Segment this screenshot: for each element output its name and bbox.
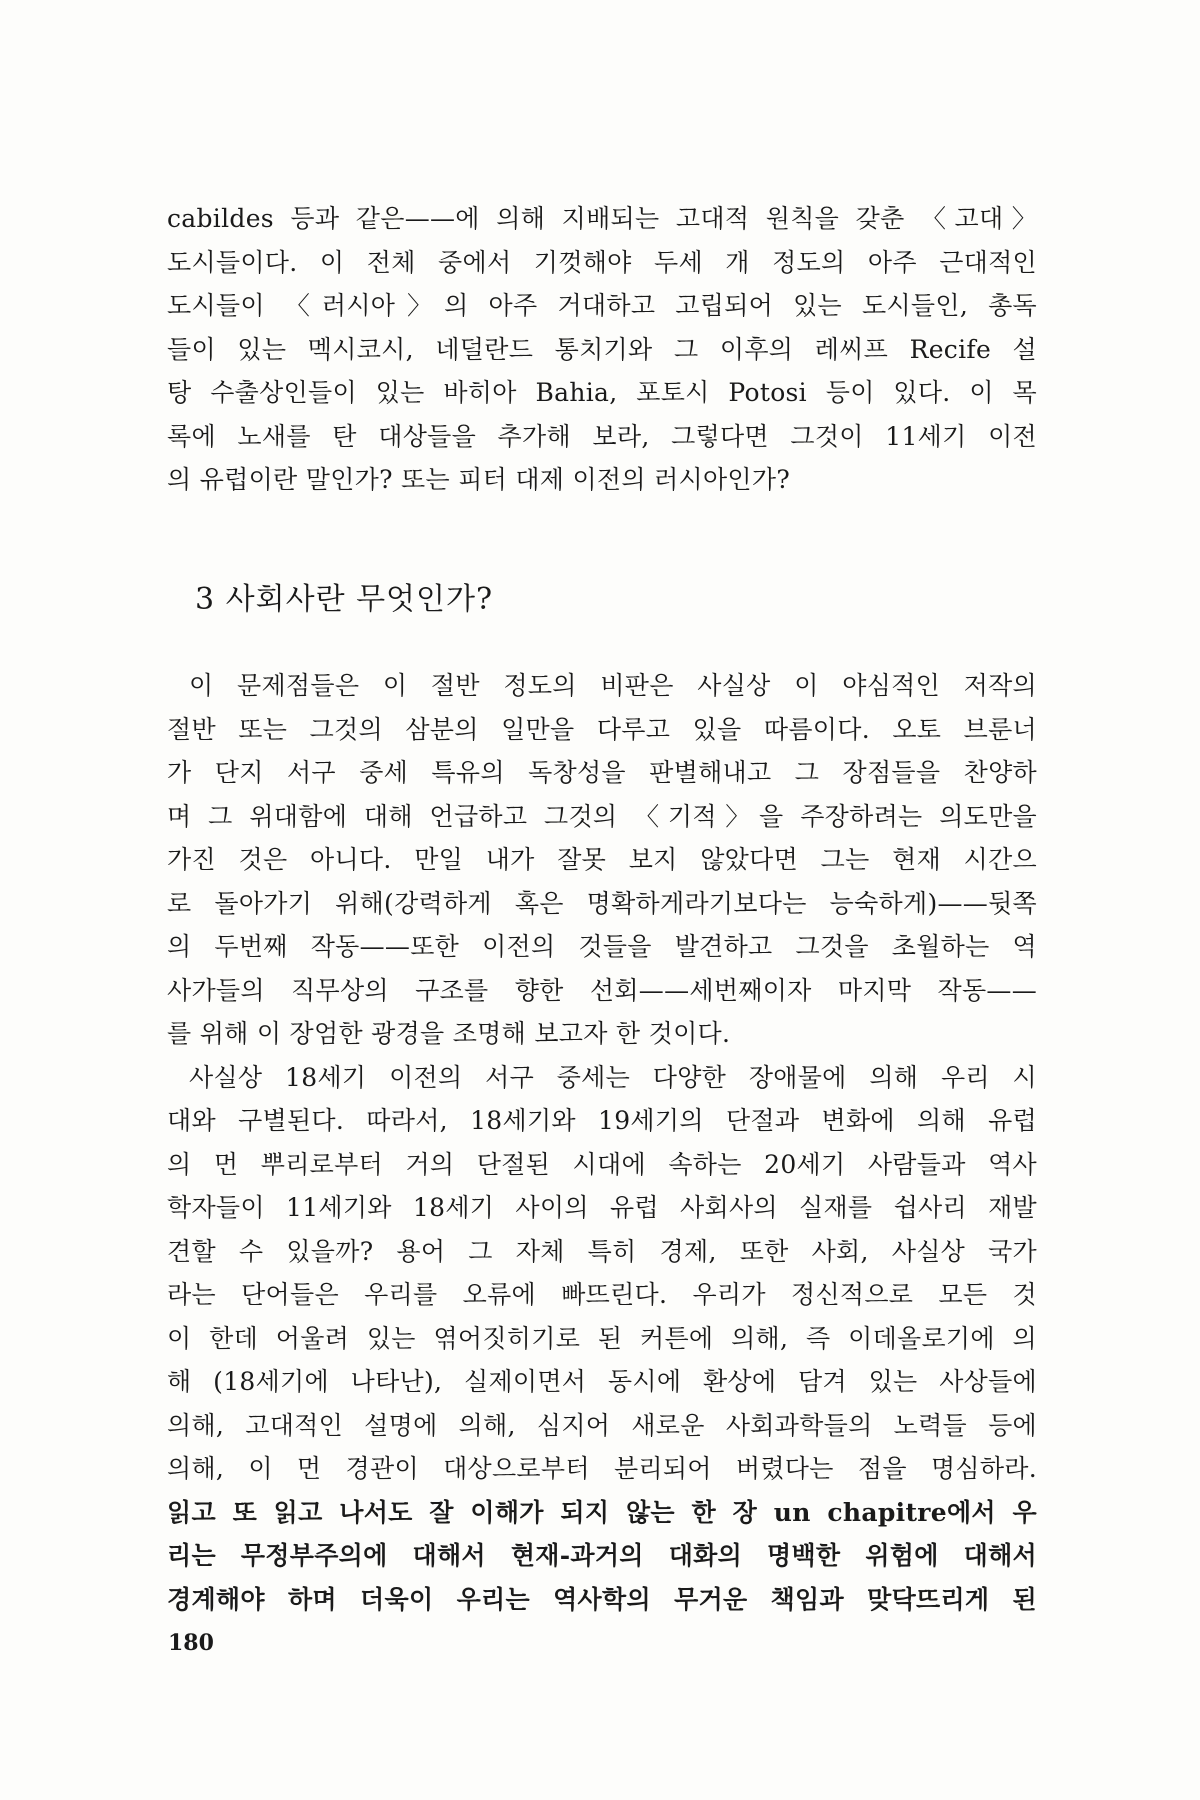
- text-line: 들이 있는 멕시코시, 네덜란드 통치기와 그 이후의 레씨프 Recife 설: [167, 334, 1037, 364]
- text-line: 사실상 18세기 이전의 서구 중세는 다양한 장애물에 의해 우리 시: [189, 1062, 1037, 1092]
- text-line: 견할 수 있을까? 용어 그 자체 특히 경제, 또한 사회, 사실상 국가: [167, 1236, 1037, 1266]
- text-line: 의 유럽이란 말인가? 또는 피터 대제 이전의 러시아인가?: [167, 465, 791, 494]
- intro-paragraph: [167, 197, 1037, 502]
- text-line: 라는 단어들은 우리를 오류에 빠뜨린다. 우리가 정신적으로 모든 것: [167, 1280, 1037, 1309]
- body-text: [167, 664, 1037, 1621]
- text-line: 도시들이 〈러시아〉의 아주 거대하고 고립되어 있는 도시들인, 총독: [167, 291, 1037, 320]
- text-line: 이 한데 어울려 있는 엮어짓히기로 된 커튼에 의해, 즉 이데올로기에 의: [167, 1323, 1037, 1353]
- text-line: 도시들이다. 이 전체 중에서 기껏해야 두세 개 정도의 아주 근대적인: [167, 247, 1037, 277]
- text-line: cabildes 등과 같은——에 의해 지배되는 고대적 원칙을 갖춘 〈고대〉: [167, 204, 1037, 233]
- text-line: 록에 노새를 탄 대상들을 추가해 보라, 그렇다면 그것이 11세기 이전: [167, 421, 1037, 451]
- text-line: 의 두번째 작동——또한 이전의 것들을 발견하고 그것을 초월하는 역: [167, 932, 1037, 961]
- text-line: 탕 수출상인들이 있는 바히아 Bahia, 포토시 Potosi 등이 있다. 이 목: [167, 378, 1037, 407]
- text-line: 의해, 이 먼 경관이 대상으로부터 분리되어 버렸다는 점을 명심하라.: [167, 1454, 1037, 1483]
- text-line: 가 단지 서구 중세 특유의 독창성을 판별해내고 그 장점들을 찬양하: [167, 758, 1037, 787]
- text-line: 의해, 고대적인 설명에 의해, 심지어 새로운 사회과학들의 노력들 등에: [167, 1410, 1037, 1440]
- text-line: 사가들의 직무상의 구조를 향한 선회——세번째이자 마지막 작동——: [167, 975, 1037, 1005]
- text-line: 절반 또는 그것의 삼분의 일만을 다루고 있을 따름이다. 오토 브룬너: [167, 714, 1037, 744]
- text-line: 로 돌아가기 위해(강력하게 혹은 명확하게라기보다는 능숙하게)——뒷쪽: [167, 888, 1037, 918]
- text-line: 읽고 또 읽고 나서도 잘 이해가 되지 않는 한 장 un chapitre에서 우: [167, 1497, 1037, 1527]
- text-line: 학자들이 11세기와 18세기 사이의 유럽 사회사의 실재를 쉽사리 재발: [167, 1193, 1037, 1222]
- text-line: 대와 구별된다. 따라서, 18세기와 19세기의 단절과 변화에 의해 유럽: [167, 1106, 1037, 1135]
- text-line: 를 위해 이 장엄한 광경을 조명해 보고자 한 것이다.: [167, 1019, 731, 1048]
- text-line: 해 (18세기에 나타난), 실제이면서 동시에 환상에 담겨 있는 사상들에: [167, 1367, 1037, 1396]
- text-line: 이 문제점들은 이 절반 정도의 비판은 사실상 이 야심적인 저작의: [189, 671, 1037, 700]
- section-heading: 3 사회사란 무엇인가?: [195, 582, 494, 617]
- text-line: 경계해야 하며 더욱이 우리는 역사학의 무거운 책임과 맞닥뜨리게 된: [167, 1584, 1037, 1614]
- text-line: 가진 것은 아니다. 만일 내가 잘못 보지 않았다면 그는 현재 시간으: [167, 845, 1037, 874]
- text-line: 의 먼 뿌리로부터 거의 단절된 시대에 속하는 20세기 사람들과 역사: [167, 1149, 1037, 1179]
- text-line: 리는 무정부주의에 대해서 현재-과거의 대화의 명백한 위험에 대해서: [167, 1541, 1037, 1570]
- text-line: 며 그 위대함에 대해 언급하고 그것의 〈기적〉을 주장하려는 의도만을: [167, 801, 1037, 831]
- page-number: 180: [168, 1630, 214, 1656]
